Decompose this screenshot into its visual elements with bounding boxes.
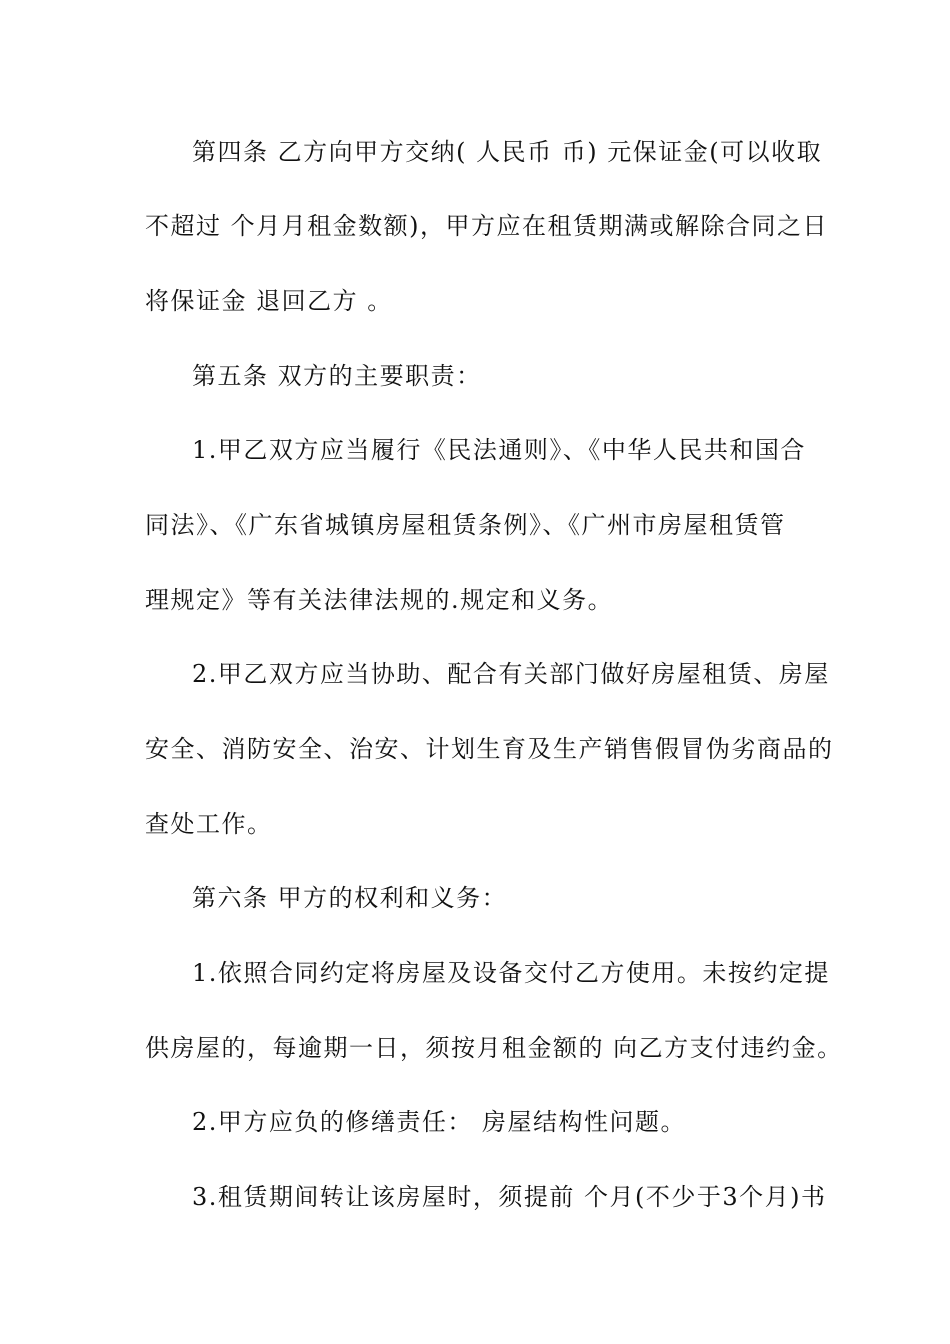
clause-4-line-2: 不超过 个月月租金数额)，甲方应在租赁期满或解除合同之日 bbox=[145, 212, 828, 240]
clause-4-line-1: 第四条 乙方向甲方交纳( 人民币 币) 元保证金(可以收取 bbox=[192, 138, 823, 166]
clause-4-line-3: 将保证金 退回乙方 。 bbox=[145, 287, 393, 315]
clause-5-item-1-line-3: 理规定》等有关法律法规的.规定和义务。 bbox=[145, 586, 614, 614]
clause-6-item-2: 2.甲方应负的修缮责任： 房屋结构性问题。 bbox=[192, 1108, 687, 1136]
clause-5-heading: 第五条 双方的主要职责： bbox=[192, 362, 482, 390]
clause-5-item-1-line-2: 同法》、《广东省城镇房屋租赁条例》、《广州市房屋租赁管 bbox=[145, 511, 786, 539]
clause-5-item-2-line-1: 2.甲乙双方应当协助、配合有关部门做好房屋租赁、房屋 bbox=[192, 660, 830, 688]
clause-6-item-1-line-2: 供房屋的，每逾期一日，须按月租金额的 向乙方支付违约金。 bbox=[145, 1034, 843, 1062]
clause-5-item-2-line-2: 安全、消防安全、治安、计划生育及生产销售假冒伪劣商品的 bbox=[145, 735, 834, 763]
clause-6-item-1-line-1: 1.依照合同约定将房屋及设备交付乙方使用。未按约定提 bbox=[192, 959, 830, 987]
clause-6-item-3-line-1: 3.租赁期间转让该房屋时，须提前 个月(不少于3个月)书 bbox=[192, 1183, 827, 1211]
clause-5-item-1-line-1: 1.甲乙双方应当履行《民法通则》、《中华人民共和国合 bbox=[192, 436, 806, 464]
clause-6-heading: 第六条 甲方的权利和义务： bbox=[192, 884, 508, 912]
clause-5-item-2-line-3: 查处工作。 bbox=[145, 810, 273, 838]
